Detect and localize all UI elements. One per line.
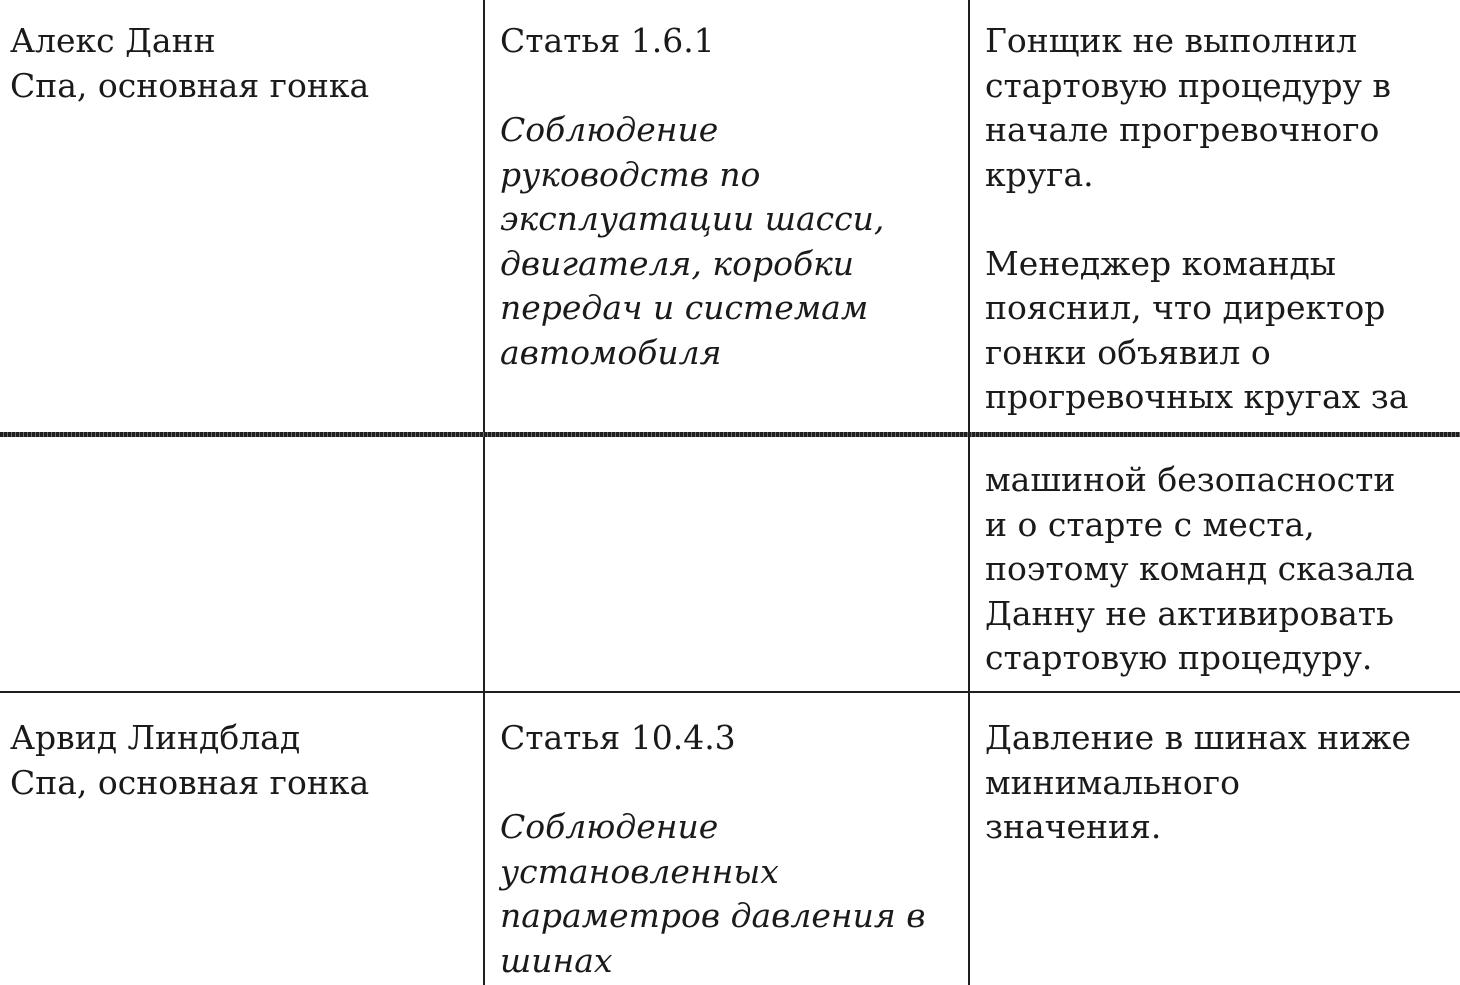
description-line: и о старте с места, [985,504,1315,544]
article-title-line: автомобиля [500,332,722,372]
description-line: Давление в шинах ниже [985,718,1411,757]
description-line: стартовую процедуру в [985,65,1391,105]
article-cell [500,19,884,375]
article-title-line: Соблюдение [500,110,719,149]
event-name: Спа, основная гонка [10,762,370,802]
description-line: Гонщик не выполнил [985,21,1358,60]
article-title-line: двигателя, коробки [500,243,855,283]
driver-cell [10,19,369,108]
article-number: Статья 1.6.1 [500,21,715,60]
description-line: круга. [985,154,1094,194]
article-title-line: эксплуатации шасси, [500,199,885,238]
description-line: поэтому команд сказала [985,549,1415,588]
description-line: гонки объявил о [985,332,1271,372]
article-title-line: передач и системам [500,288,869,327]
article-title-line: установленных [500,851,779,891]
description-cell [985,19,1408,420]
column-divider [483,0,485,985]
description-line: Данну не активировать [985,593,1395,633]
description-line: прогревочных кругах за [985,377,1409,416]
description-line: машиной безопасности [985,460,1396,499]
article-title-line: руководств по [500,154,761,194]
article-title-line: Соблюдение [500,807,719,846]
description-line: минимального [985,762,1240,802]
description-line: Менеджер команды [985,243,1337,283]
article-cell [500,716,925,983]
article-title-line: параметров давления в [500,896,926,935]
driver-cell [10,716,369,805]
page-break-row-divider [0,432,1460,437]
row-divider [0,691,1460,693]
description-line: значения. [985,807,1162,846]
description-continued-cell [985,458,1415,681]
description-line: стартовую процедуру. [985,638,1373,677]
article-title-line: шинах [500,940,613,980]
description-line: начале прогревочного [985,110,1380,149]
driver-name: Арвид Линдблад [10,718,301,757]
description-line: пояснил, что директор [985,288,1386,327]
column-divider [968,0,970,985]
description-cell [985,716,1411,850]
driver-name: Алекс Данн [10,21,216,60]
event-name: Спа, основная гонка [10,65,370,105]
article-number: Статья 10.4.3 [500,718,736,757]
